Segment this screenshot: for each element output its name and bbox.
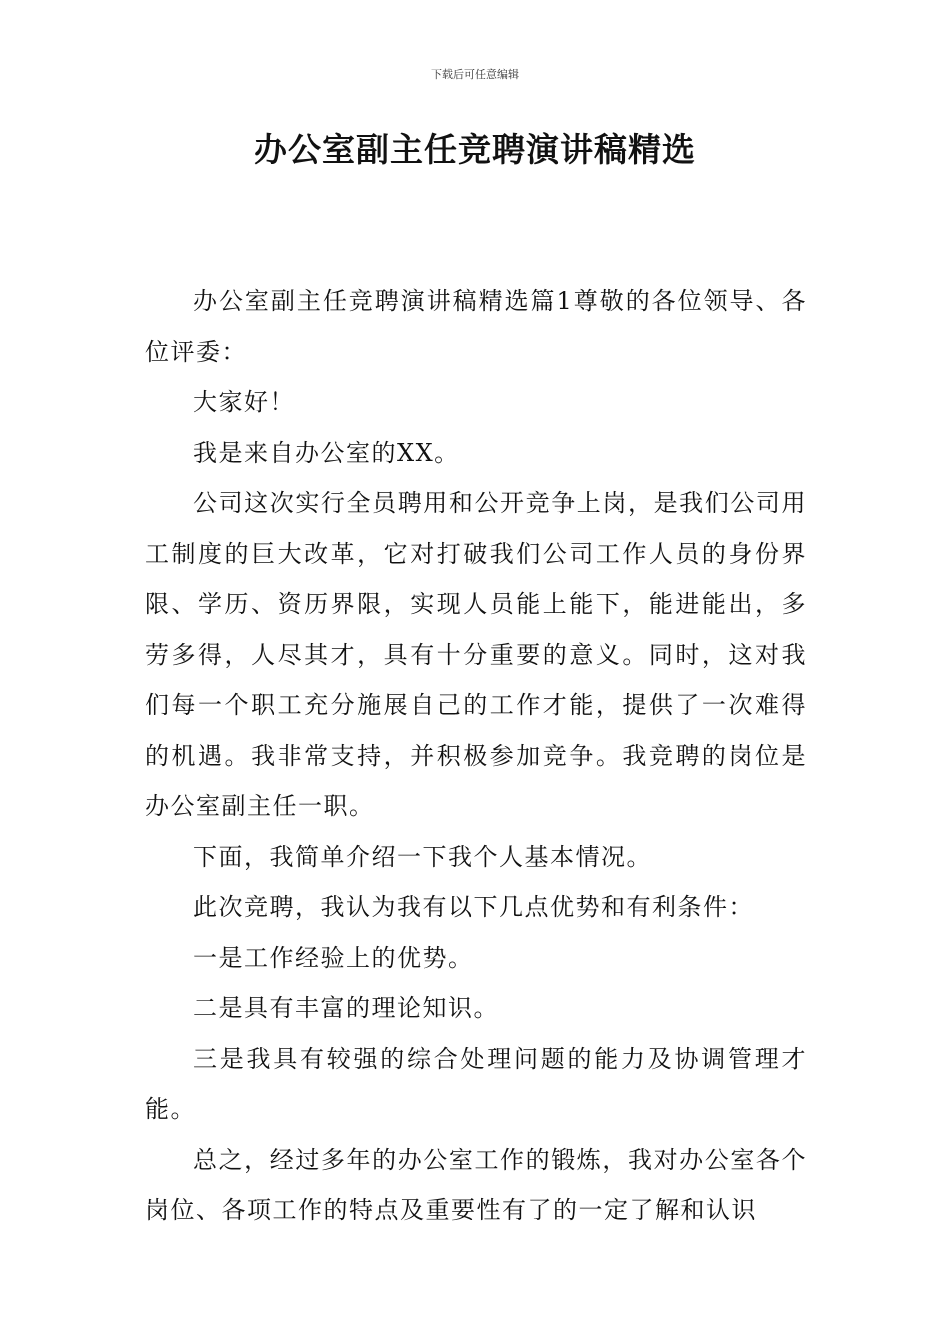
paragraph-basic-info: 下面，我简单介绍一下我个人基本情况。	[193, 842, 652, 871]
paragraph-hello: 大家好！	[193, 388, 295, 416]
paragraph-self-intro: 我是来自办公室的XX。	[193, 438, 460, 467]
document-title: 办公室副主任竞聘演讲稿精选	[254, 130, 696, 169]
paragraph-advantages-intro: 此次竞聘，我认为我有以下几点优势和有利条件：	[193, 893, 754, 921]
paragraph-reform: 公司这次实行全员聘用和公开竞争上岗，是我们公司用工制度的巨大改革，它对打破我们公司工作人员的身份界限、学历、资历界限，实现人员能上能下，能进能出，多劳多得，人尽其才，具有十分重要的意义。同时，这对我们每一个职工充分施展自己的工作才能，提供了一次难得的机遇。我非常支持，并积极参加竞争。我竞聘的岗位是办公室副主任一职。	[145, 489, 807, 820]
paragraph-advantage-three: 三是我具有较强的综合处理问题的能力及协调管理才能。	[145, 1044, 807, 1123]
document-body	[145, 276, 807, 1236]
header-note: 下载后可任意编辑	[431, 68, 519, 81]
paragraph-advantage-two: 二是具有丰富的理论知识。	[193, 994, 499, 1022]
paragraph-summary: 总之，经过多年的办公室工作的锻炼，我对办公室各个岗位、各项工作的特点及重要性有了的一定了解和认识	[145, 1145, 807, 1224]
paragraph-greeting-recipients: 办公室副主任竞聘演讲稿精选篇1尊敬的各位领导、各位评委：	[145, 287, 807, 366]
paragraph-advantage-one: 一是工作经验上的优势。	[193, 943, 474, 972]
